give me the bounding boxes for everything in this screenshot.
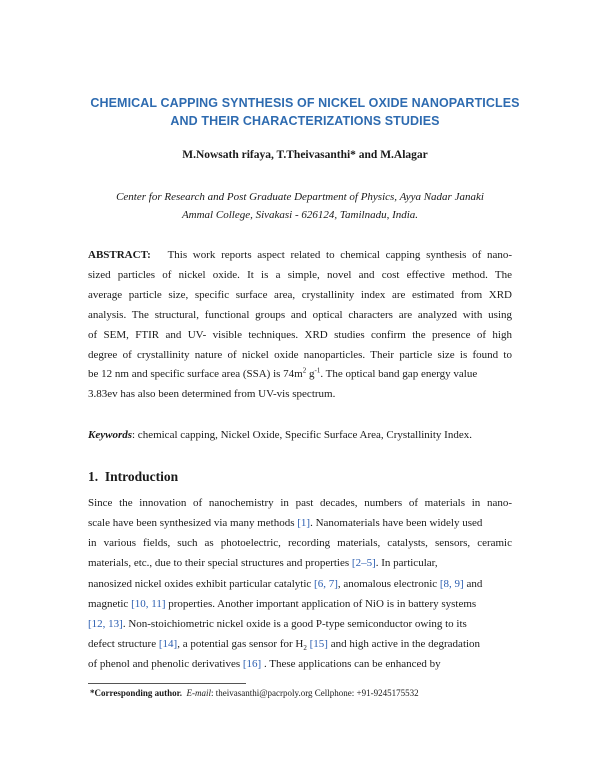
- intro-text: properties. Another important application of NiO is in battery systems: [165, 597, 477, 610]
- abstract-line: 3.83ev has also been determined from UV-vis spectrum.: [88, 388, 336, 401]
- intro-text: and: [463, 577, 483, 590]
- intro-text: . In particular,: [375, 557, 438, 570]
- intro-line: in various fields, such as photoelectric, recording materials, catalysts, sensors, ceramic: [88, 537, 512, 550]
- superscript: 2: [302, 366, 307, 375]
- citation-link[interactable]: [10, 11]: [131, 597, 166, 610]
- footnote: [90, 688, 419, 698]
- citation-link[interactable]: [14]: [158, 638, 178, 651]
- affiliation-line-2: Ammal College, Sivakasi - 626124, Tamilnadu, India.: [181, 209, 419, 221]
- abstract-line: analysis. The structural, functional groups and optical characters are analyzed with using: [88, 308, 512, 321]
- abstract-line: degree of crystallinity nature of nickel oxide nanoparticles. Their particle size is found to: [88, 348, 512, 361]
- abstract-text: be 12 nm and specific surface area (SSA) is 74m: [88, 368, 303, 381]
- abstract-line: sized particles of nickel oxide. It is a simple, novel and cost effective method. The: [88, 268, 512, 281]
- intro-text: magnetic: [88, 597, 132, 610]
- abstract: [88, 246, 512, 405]
- citation-link[interactable]: [1]: [297, 517, 311, 530]
- intro-line: [88, 574, 512, 594]
- email-label: E-mail: [186, 688, 212, 698]
- citation-link[interactable]: [8, 9]: [439, 577, 464, 590]
- abstract-text: This work reports aspect related to chemical capping synthesis of nano-: [167, 249, 512, 261]
- abstract-line: [88, 246, 512, 266]
- intro-text: materials, etc., due to their special structures and properties: [88, 557, 352, 570]
- paper-title: [60, 94, 550, 130]
- footnote-divider: [88, 683, 246, 684]
- affiliation-line-1: Center for Research and Post Graduate Department of Physics, Ayya Nadar Janaki: [116, 191, 484, 203]
- abstract-line: of SEM, FTIR and UV- visible techniques. XRD studies confirm the presence of high: [88, 328, 512, 341]
- section-title: Introduction: [104, 469, 179, 484]
- keywords: [88, 429, 518, 441]
- section-number: 1.: [88, 469, 99, 484]
- author-list: M.Nowsath rifaya, T.Theivasanthi* and M.Alagar: [182, 149, 428, 161]
- intro-text: nanosized nickel oxides exhibit particular catalytic: [88, 577, 315, 590]
- contact-details: : theivasanthi@pacrpoly.org Cellphone: +91-9245175532: [211, 688, 419, 698]
- citation-link[interactable]: [15]: [306, 638, 328, 651]
- intro-text: , anomalous electronic: [337, 577, 440, 590]
- title-line-2: AND THEIR CHARACTERIZATIONS STUDIES: [170, 114, 440, 128]
- abstract-line: [88, 365, 512, 385]
- intro-text: defect structure: [88, 638, 159, 651]
- intro-line: [88, 594, 512, 614]
- intro-text: . Non-stoichiometric nickel oxide is a good P-type semiconductor owing to its: [122, 617, 467, 630]
- abstract-text: . The optical band gap energy value: [320, 368, 478, 381]
- intro-line: [88, 513, 512, 533]
- introduction-body: [88, 493, 512, 674]
- intro-text: and high active in the degradation: [327, 638, 481, 651]
- abstract-line: average particle size, specific surface area, crystallinity index are estimated from XRD: [88, 288, 512, 301]
- abstract-label: ABSTRACT:: [88, 249, 151, 261]
- intro-text: , a potential gas sensor for H: [177, 638, 304, 651]
- intro-text: . Nanomaterials have been widely used: [310, 517, 483, 530]
- title-line-1: CHEMICAL CAPPING SYNTHESIS OF NICKEL OXIDE NANOPARTICLES: [90, 96, 520, 110]
- intro-text: scale have been synthesized via many methods: [88, 517, 298, 530]
- keywords-text: : chemical capping, Nickel Oxide, Specific Surface Area, Crystallinity Index.: [132, 429, 472, 441]
- intro-line: [88, 553, 512, 573]
- intro-line: [88, 634, 512, 654]
- intro-line: [88, 654, 512, 674]
- citation-link[interactable]: [12, 13]: [88, 617, 123, 630]
- footnote-label: *Corresponding author.: [90, 688, 183, 698]
- affiliation: [60, 188, 540, 224]
- superscript: -1: [314, 366, 321, 375]
- citation-link[interactable]: [16]: [242, 658, 262, 671]
- intro-text: of phenol and phenolic derivatives: [88, 658, 243, 671]
- intro-text: . These applications can be enhanced by: [261, 658, 441, 671]
- keywords-label: Keywords: [88, 429, 132, 441]
- intro-line: [88, 614, 512, 634]
- section-heading: [88, 469, 178, 485]
- citation-link[interactable]: [6, 7]: [314, 577, 338, 590]
- intro-line: Since the innovation of nanochemistry in past decades, numbers of materials in nano-: [88, 497, 512, 509]
- abstract-text: g: [306, 368, 315, 381]
- citation-link[interactable]: [2–5]: [351, 557, 376, 570]
- subscript: 2: [303, 644, 307, 653]
